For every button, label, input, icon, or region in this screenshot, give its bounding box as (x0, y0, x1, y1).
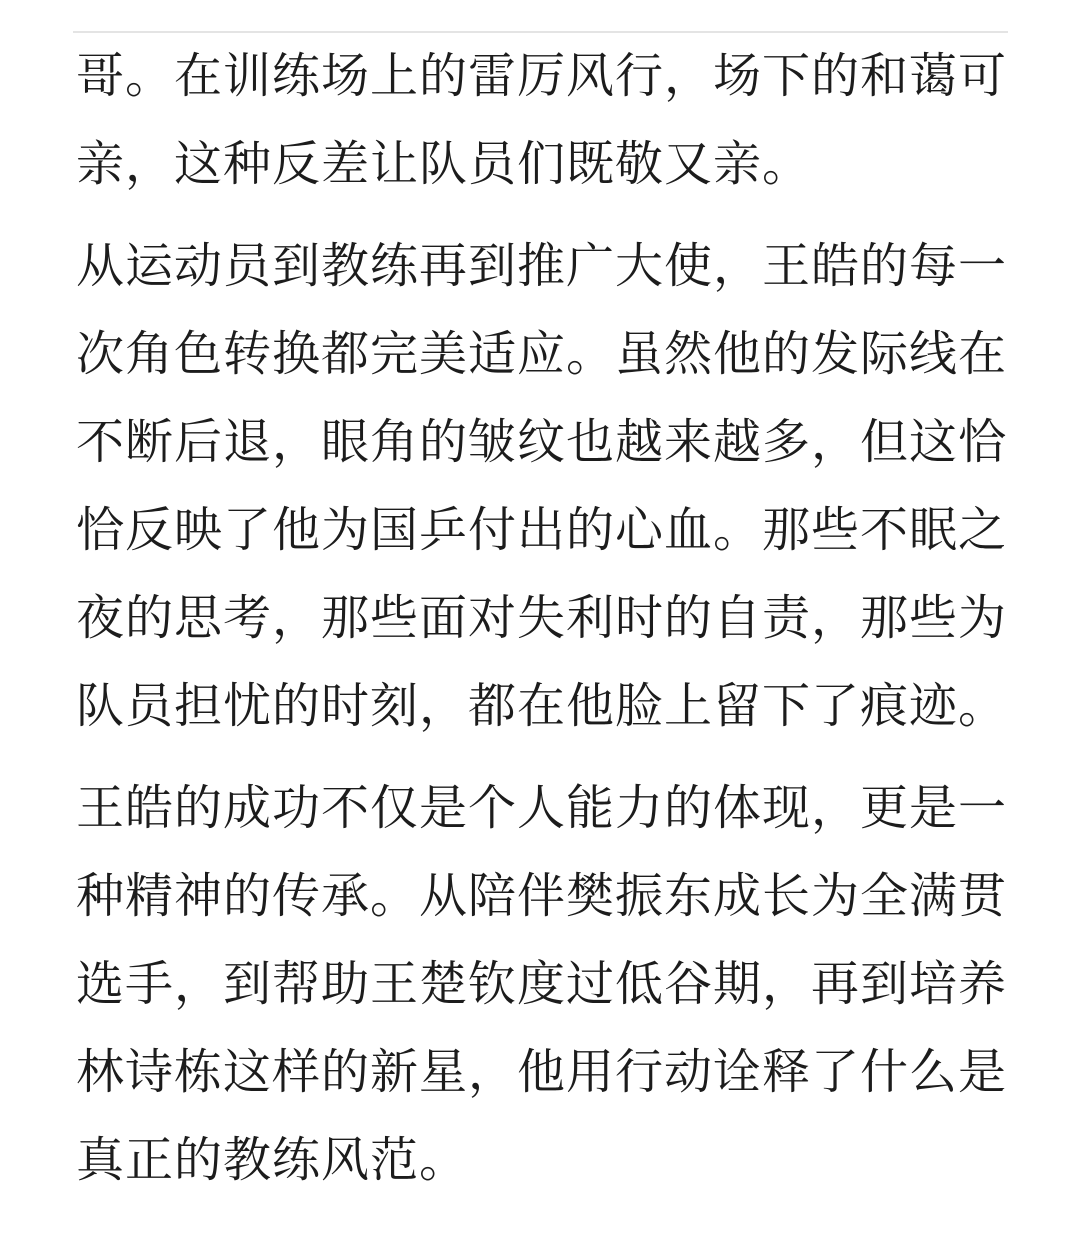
article-body (0, 33, 1012, 1205)
article-paragraph: 王皓的成功不仅是个人能力的体现，更是一种精神的传承。从陪伴樊振东成长为全满贯选手，到帮助王楚钦度过低谷期，再到培养林诗栋这样的新星，他用行动诠释了什么是真正的教练风范。 (76, 782, 1008, 1187)
article-paragraph: 哥。在训练场上的雷厉风行，场下的和蔼可亲，这种反差让队员们既敬又亲。 (76, 50, 1008, 191)
article-paragraph: 从运动员到教练再到推广大使，王皓的每一次角色转换都完美适应。虽然他的发际线在不断后退，眼角的皱纹也越来越多，但这恰恰反映了他为国乒付出的心血。那些不眠之夜的思考，那些面对失利时的自责，那些为队员担忧的时刻，都在他脸上留下了痕迹。 (76, 240, 1008, 733)
article-page (0, 31, 1080, 1233)
